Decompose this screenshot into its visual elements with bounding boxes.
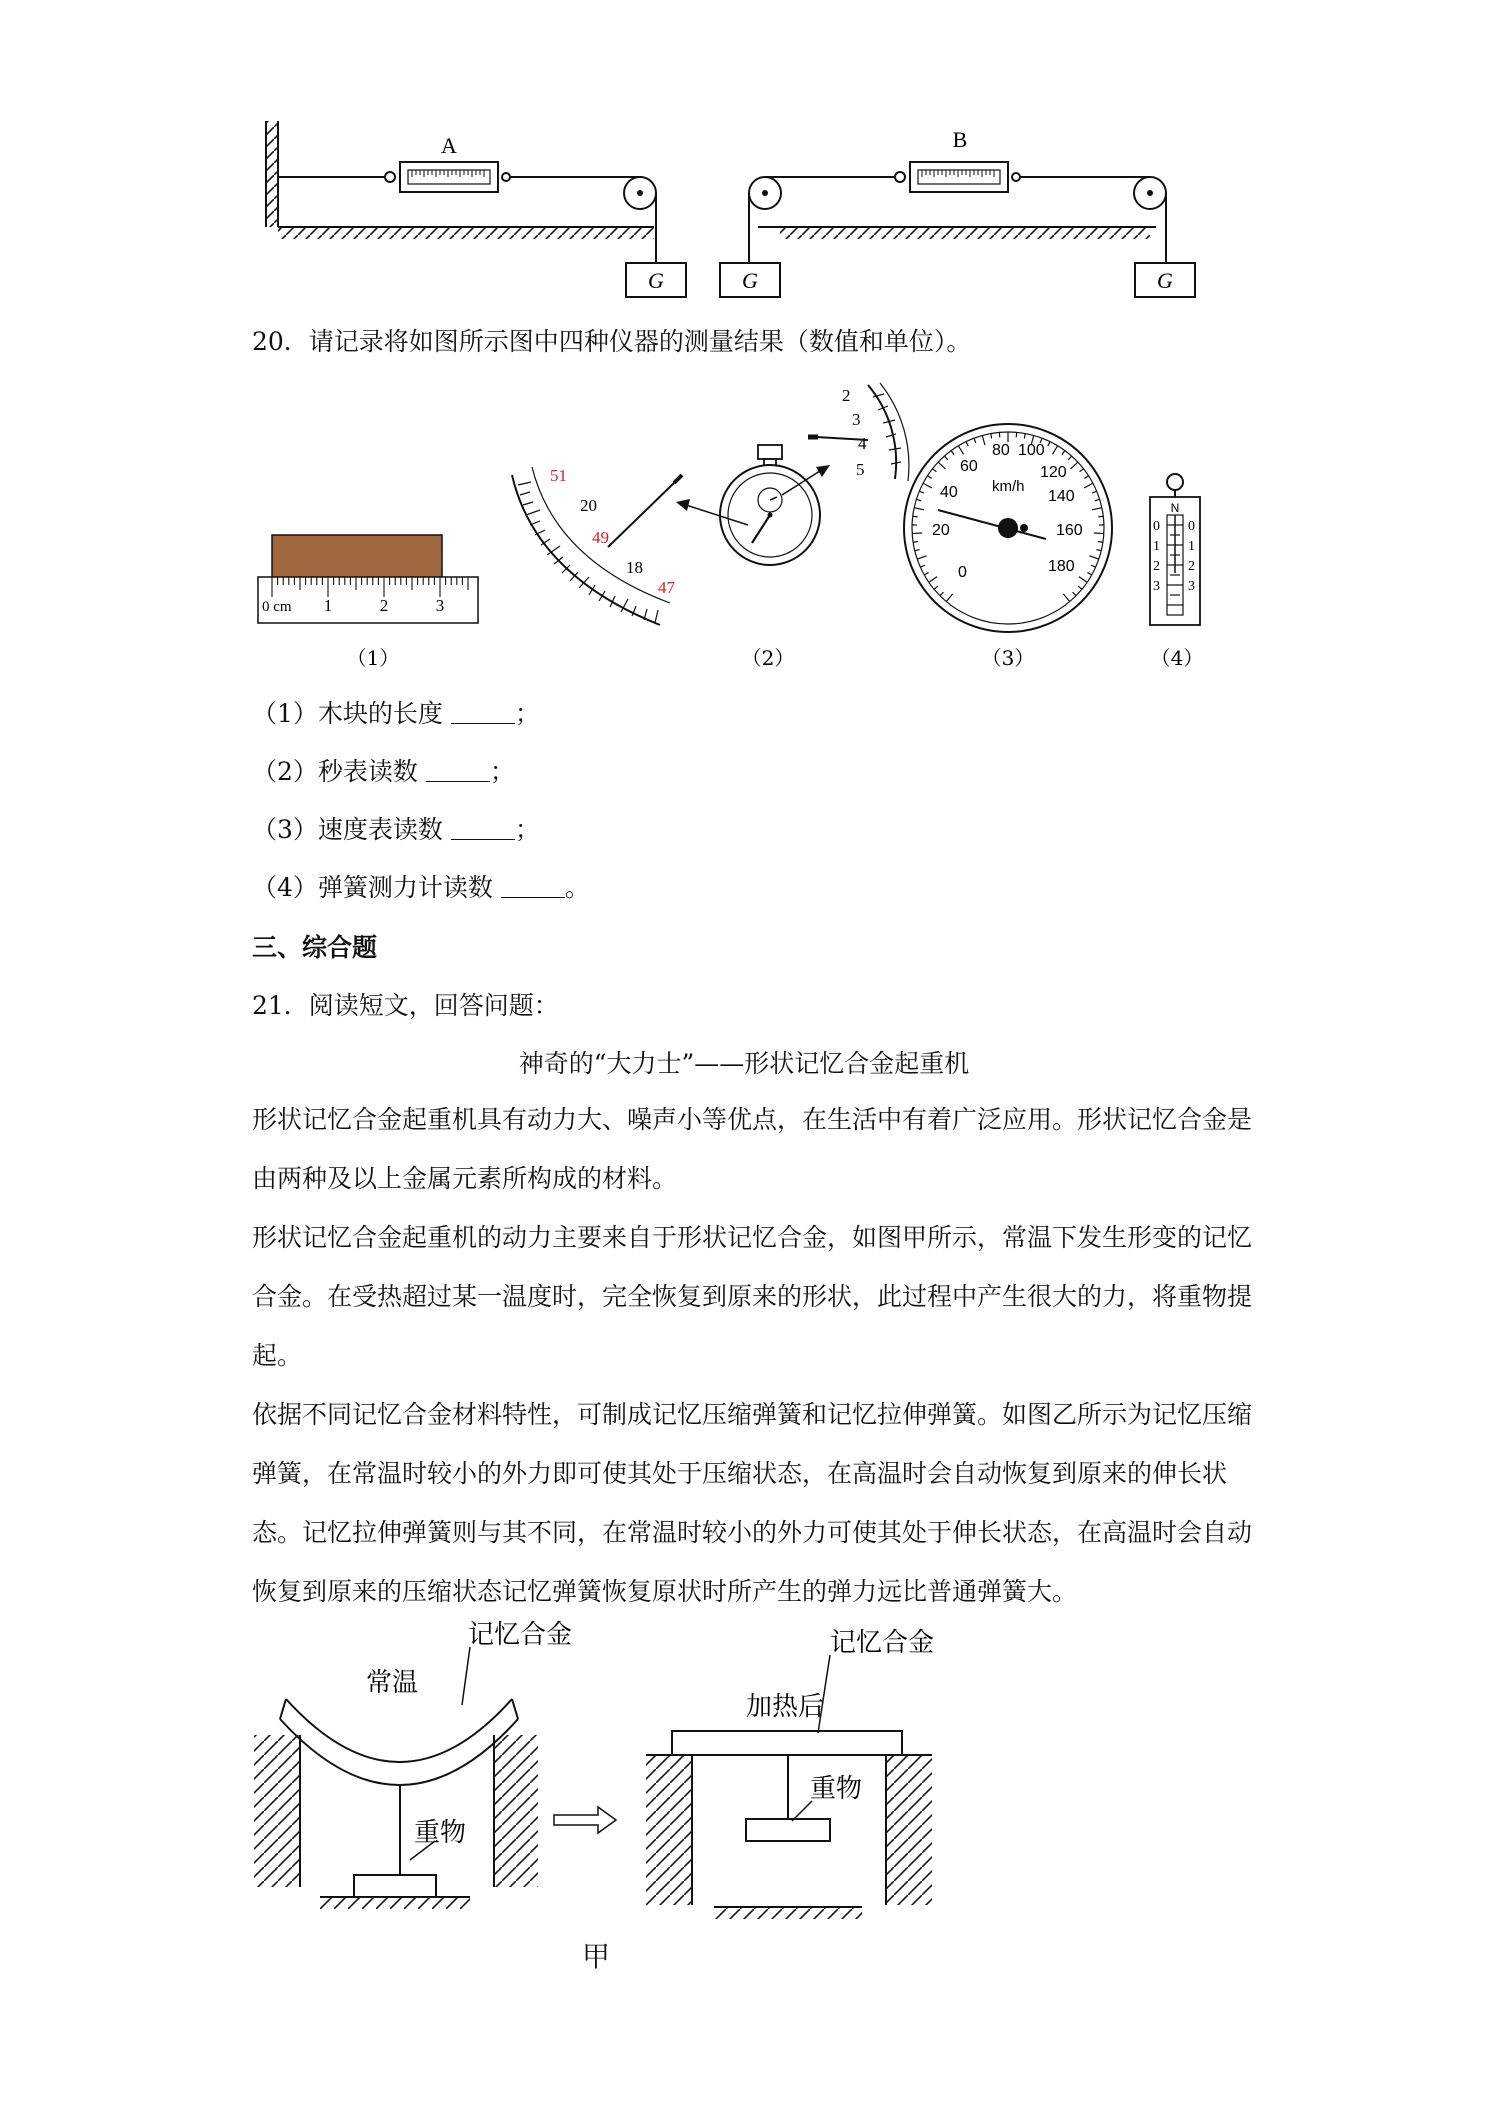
label-a: A [441, 133, 457, 158]
caption-4: （4） [1150, 646, 1204, 670]
right-state [646, 1628, 934, 1919]
article-paragraph-3: 依据不同记忆合金材料特性，可制成记忆压缩弹簧和记忆拉伸弹簧。如图乙所示为记忆压缩弹簧，在常温时较小的外力即可使其处于压缩状态，在高温时会自动恢复到原来的伸长状态。记忆拉伸弹簧则与其不同，在常温时较小的外力可使其处于伸长状态，在高温时会自动恢复到原来的压缩状态记忆弹簧恢复原状时所产生的弹力远比普通弹簧大。 [252, 1400, 1253, 1606]
left-state [254, 1620, 572, 1909]
speedometer-tick [912, 533, 922, 534]
transition-arrow [554, 1807, 616, 1833]
item-2-suffix: ； [489, 757, 515, 786]
q20-item-4 [252, 868, 590, 904]
stopwatch-instrument [512, 383, 909, 670]
ruler-unit-label: 0 cm [262, 599, 292, 615]
right-alloy-label: 记忆合金 [830, 1628, 935, 1658]
weight-label-g2: G [742, 268, 758, 293]
spring-left-1: 1 [1153, 539, 1160, 554]
spring-right-2: 2 [1188, 559, 1195, 574]
spring-unit-n: N [1170, 501, 1180, 515]
spring-right-3: 3 [1188, 579, 1195, 594]
speedometer-tick [1098, 516, 1103, 517]
section-heading: 三、综合题 [252, 933, 378, 962]
answer-blank-1[interactable] [451, 698, 515, 724]
item-4-suffix: 。 [564, 873, 590, 902]
speedometer-instrument [904, 424, 1112, 670]
ruler-tick-3: 3 [435, 596, 445, 615]
answer-blank-4[interactable] [501, 872, 565, 898]
speed-label-120: 120 [1040, 464, 1067, 481]
speed-label-140: 140 [1048, 488, 1075, 505]
speedometer-tick [1094, 533, 1104, 534]
right-weight-label: 重物 [810, 1774, 863, 1804]
item-2-text: （2）秒表读数 [252, 757, 418, 786]
ruler-tick-1: 1 [323, 596, 333, 615]
speed-label-100: 100 [1018, 442, 1045, 459]
speed-label-0: 0 [958, 564, 967, 581]
figure-caption-jia: 甲 [582, 1940, 611, 1973]
instruments-figure [250, 375, 1230, 675]
article-paragraph-1: 形状记忆合金起重机具有动力大、噪声小等优点，在生活中有着广泛应用。形状记忆合金是由两种及以上金属元素所构成的材料。 [252, 1105, 1253, 1193]
speed-label-160: 160 [1056, 522, 1083, 539]
dial-label-2: 2 [842, 386, 851, 405]
assembly-a [266, 121, 686, 297]
assembly-b [720, 127, 1195, 297]
ruler-tick-2: 2 [379, 596, 389, 615]
arc-label-49: 49 [592, 528, 609, 547]
q20-item-1 [252, 694, 540, 730]
label-b: B [952, 127, 968, 152]
dial-label-3: 3 [852, 410, 861, 429]
speed-label-180: 180 [1048, 558, 1075, 575]
memory-alloy-figure [250, 1615, 970, 1975]
ruler-instrument [258, 535, 478, 670]
item-3-suffix: ； [514, 815, 540, 844]
speed-label-20: 20 [932, 522, 950, 539]
q20-prompt: 20．请记录将如图所示图中四种仪器的测量结果（数值和单位）。 [252, 327, 972, 356]
item-4-text: （4）弹簧测力计读数 [252, 873, 493, 902]
answer-blank-3[interactable] [451, 814, 515, 840]
arc-label-18: 18 [626, 558, 643, 577]
speedometer-tick [913, 516, 918, 517]
arc-label-47: 47 [658, 578, 675, 597]
article-paragraph-2: 形状记忆合金起重机的动力主要来自于形状记忆合金，如图甲所示，常温下发生形变的记忆合金。在受热超过某一温度时，完全恢复到原来的形状，此过程中产生很大的力，将重物提起。 [252, 1223, 1253, 1370]
right-state-label: 加热后 [746, 1692, 825, 1722]
weight-label-g3: G [1157, 268, 1173, 293]
dial-label-5: 5 [856, 460, 865, 479]
weight-label-g1: G [648, 268, 664, 293]
spring-left-3: 3 [1153, 579, 1160, 594]
caption-2: （2） [741, 646, 795, 670]
spring-right-0: 0 [1188, 519, 1195, 534]
item-1-suffix: ； [514, 699, 540, 728]
item-3-text: （3）速度表读数 [252, 815, 443, 844]
left-weight-label: 重物 [414, 1818, 467, 1848]
spring-right-1: 1 [1188, 539, 1195, 554]
q21-prompt: 21．阅读短文，回答问题： [252, 991, 559, 1020]
spring-scale-diagram [250, 115, 1220, 310]
article-title: 神奇的“大力士”——形状记忆合金起重机 [518, 1049, 970, 1078]
spring-balance-instrument [1150, 474, 1203, 670]
arc-label-51: 51 [550, 466, 567, 485]
speed-label-40: 40 [940, 484, 958, 501]
dial-label-4: 4 [858, 434, 867, 453]
item-1-text: （1）木块的长度 [252, 699, 443, 728]
caption-1: （1） [346, 646, 400, 670]
arc-label-20: 20 [580, 496, 597, 515]
speed-label-60: 60 [960, 458, 978, 475]
caption-3: （3） [981, 646, 1035, 670]
left-alloy-label: 记忆合金 [468, 1620, 573, 1650]
speed-label-80: 80 [992, 442, 1010, 459]
speedometer-tick [1098, 541, 1103, 542]
answer-blank-2[interactable] [426, 756, 490, 782]
spring-left-0: 0 [1153, 519, 1160, 534]
q20-item-3 [252, 810, 540, 846]
left-state-label: 常温 [366, 1668, 419, 1698]
speedometer-tick [913, 541, 918, 542]
speed-unit: km/h [992, 478, 1025, 495]
spring-left-2: 2 [1153, 559, 1160, 574]
q20-item-2 [252, 752, 515, 788]
